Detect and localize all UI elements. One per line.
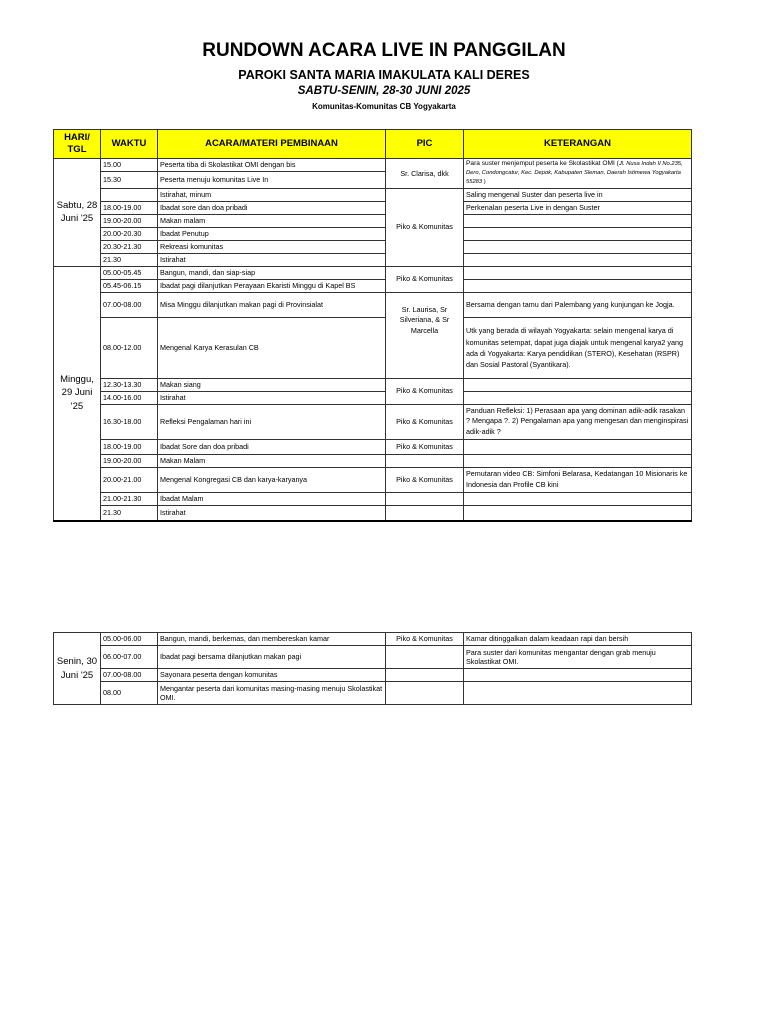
acara-cell: Bangun, mandi, berkemas, dan membereskan kamar xyxy=(158,633,386,646)
pic-cell: Piko & Komunitas xyxy=(386,440,464,455)
pic-cell: Piko & Komunitas xyxy=(386,468,464,493)
col-header-pic: PIC xyxy=(386,130,464,159)
acara-cell: Istirahat, minum xyxy=(158,188,386,201)
waktu-cell: 05.00-05.45 xyxy=(101,266,158,279)
waktu-cell: 19.00-20.00 xyxy=(101,214,158,227)
acara-cell: Istirahat xyxy=(158,253,386,266)
acara-cell: Refleksi Pengalaman hari ini xyxy=(158,404,386,439)
pic-cell: Sr. Clarisa, dkk xyxy=(386,159,464,189)
keterangan-cell: Kamar ditinggalkan dalam keadaan rapi dan bersih xyxy=(464,633,692,646)
waktu-cell: 05.45-06.15 xyxy=(101,279,158,292)
waktu-cell: 20.30-21.30 xyxy=(101,240,158,253)
table-row xyxy=(54,188,692,201)
acara-cell: Mengantar peserta dari komunitas masing-masing menuju Skolastikat OMI. xyxy=(158,682,386,705)
pic-cell xyxy=(386,682,464,705)
day-cell-sabtu: Sabtu, 28 Juni '25 xyxy=(54,159,101,267)
acara-cell: Ibadat Sore dan doa pribadi xyxy=(158,440,386,455)
waktu-cell: 15.00 xyxy=(101,159,158,172)
keterangan-address: Jl. Nusa Indah II No.235, Dero, Condongcatur, Kec. Depok, Kabupaten Sleman, Daerah Istimewa Yogyakarta 55283 xyxy=(466,161,683,185)
table-row xyxy=(54,468,692,493)
waktu-cell: 05.00-06.00 xyxy=(101,633,158,646)
waktu-cell: 15.30 xyxy=(101,172,158,188)
table-row xyxy=(54,455,692,468)
keterangan-cell xyxy=(464,159,692,189)
keterangan-cell xyxy=(464,227,692,240)
pic-cell: Sr. Laurisa, Sr Silveriana, & Sr Marcella xyxy=(386,292,464,378)
waktu-cell: 16.30-18.00 xyxy=(101,404,158,439)
waktu-cell: 21.30 xyxy=(101,253,158,266)
acara-cell: Ibadat pagi bersama dilanjutkan makan pagi xyxy=(158,646,386,669)
keterangan-cell: Para suster dari komunitas mengantar dengan grab menuju Skolastikat OMI. xyxy=(464,646,692,669)
keterangan-text: Para suster menjemput peserta ke Skolastikat OMI ( xyxy=(466,160,619,167)
acara-cell: Mengenal Kongregasi CB dan karya-karyanya xyxy=(158,468,386,493)
page-subtitle: PAROKI SANTA MARIA IMAKULATA KALI DERES xyxy=(238,68,530,82)
page-title: RUNDOWN ACARA LIVE IN PANGGILAN xyxy=(202,40,566,61)
keterangan-cell xyxy=(464,279,692,292)
table-row xyxy=(54,682,692,705)
table-row xyxy=(54,317,692,378)
keterangan-cell: Saling mengenal Suster dan peserta live in xyxy=(464,188,692,201)
waktu-cell: 18.00-19.00 xyxy=(101,201,158,214)
table-row xyxy=(54,227,692,240)
table-row xyxy=(54,253,692,266)
keterangan-cell xyxy=(464,682,692,705)
waktu-cell: 18.00-19.00 xyxy=(101,440,158,455)
acara-cell: Sayonara peserta dengan komunitas xyxy=(158,669,386,682)
keterangan-cell xyxy=(464,391,692,404)
keterangan-text-end: ) xyxy=(482,178,486,185)
waktu-cell: 07.00-08.00 xyxy=(101,669,158,682)
pic-cell xyxy=(386,669,464,682)
waktu-cell: 20.00-21.00 xyxy=(101,468,158,493)
table-row xyxy=(54,391,692,404)
keterangan-cell: Panduan Refleksi: 1) Perasaan apa yang dominan adik-adik rasakan ? Mengapa ?. 2) Pengalaman apa yang mengesan dan menginspirasi adik-adik ? xyxy=(464,404,692,439)
acara-cell: Ibadat Penutup xyxy=(158,227,386,240)
acara-cell: Ibadat pagi dilanjutkan Perayaan Ekaristi Minggu di Kapel BS xyxy=(158,279,386,292)
keterangan-cell xyxy=(464,253,692,266)
pic-cell xyxy=(386,646,464,669)
acara-cell: Rekreasi komunitas xyxy=(158,240,386,253)
table-row xyxy=(54,378,692,391)
col-header-waktu: WAKTU xyxy=(101,130,158,159)
waktu-cell: 14.00-16.00 xyxy=(101,391,158,404)
pic-cell: Piko & Komunitas xyxy=(386,404,464,439)
pic-cell: Piko & Komunitas xyxy=(386,188,464,266)
keterangan-cell: Bersama dengan tamu dari Palembang yang kunjungan ke Jogja. xyxy=(464,292,692,317)
table-row xyxy=(54,292,692,317)
col-header-hari: HARI/ TGL xyxy=(54,130,101,159)
keterangan-cell xyxy=(464,378,692,391)
table-row xyxy=(54,493,692,506)
pic-cell: Piko & Komunitas xyxy=(386,266,464,292)
schedule-table-main xyxy=(53,129,692,522)
table-row xyxy=(54,404,692,439)
acara-cell: Peserta tiba di Skolastikat OMI dengan bis xyxy=(158,159,386,172)
keterangan-cell: Perkenalan peserta Live in dengan Suster xyxy=(464,201,692,214)
col-header-keterangan: KETERANGAN xyxy=(464,130,692,159)
keterangan-cell: Utk yang berada di wilayah Yogyakarta: selain mengenal karya di komunitas setempat, dapat juga diajak untuk mengenal karya2 yang ada di Yogyakarta: Karya pendidikan (STERO), Kesehatan (RSPR) dan Sosial Pastoral (Syantikara). xyxy=(464,317,692,378)
pic-cell: Piko & Komunitas xyxy=(386,378,464,404)
table-row xyxy=(54,240,692,253)
keterangan-cell xyxy=(464,506,692,522)
table-row xyxy=(54,279,692,292)
schedule-table-senin xyxy=(53,632,692,705)
day-cell-minggu: Minggu, 29 Juni '25 xyxy=(54,266,101,521)
pic-cell: Piko & Komunitas xyxy=(386,633,464,646)
acara-cell: Ibadat sore dan doa pribadi xyxy=(158,201,386,214)
table-row xyxy=(54,506,692,522)
acara-cell: Mengenal Karya Kerasulan CB xyxy=(158,317,386,378)
keterangan-cell xyxy=(464,493,692,506)
acara-cell: Istirahat xyxy=(158,391,386,404)
keterangan-cell: Pemutaran video CB: Simfoni Belarasa, Kedatangan 10 Misionaris ke Indonesia dan Profile CB kini xyxy=(464,468,692,493)
acara-cell: Peserta menuju komunitas Live In xyxy=(158,172,386,188)
table-row xyxy=(54,214,692,227)
waktu-cell xyxy=(101,188,158,201)
keterangan-cell xyxy=(464,266,692,279)
table-row xyxy=(54,633,692,646)
table-row xyxy=(54,669,692,682)
event-dates: SABTU-SENIN, 28-30 JUNI 2025 xyxy=(297,85,471,97)
waktu-cell: 12.30-13.30 xyxy=(101,378,158,391)
table-row xyxy=(54,266,692,279)
organizer-line: Komunitas-Komunitas CB Yogyakarta xyxy=(312,102,456,111)
waktu-cell: 08.00 xyxy=(101,682,158,705)
keterangan-cell xyxy=(464,240,692,253)
waktu-cell: 06.00-07.00 xyxy=(101,646,158,669)
keterangan-cell xyxy=(464,455,692,468)
pic-cell xyxy=(386,455,464,468)
waktu-cell: 21.00-21.30 xyxy=(101,493,158,506)
table-row xyxy=(54,201,692,214)
keterangan-cell xyxy=(464,214,692,227)
waktu-cell: 19.00-20.00 xyxy=(101,455,158,468)
pic-cell xyxy=(386,493,464,506)
table-row xyxy=(54,646,692,669)
table-row xyxy=(54,440,692,455)
acara-cell: Ibadat Malam xyxy=(158,493,386,506)
acara-cell: Makan Malam xyxy=(158,455,386,468)
acara-cell: Makan malam xyxy=(158,214,386,227)
acara-cell: Makan siang xyxy=(158,378,386,391)
waktu-cell: 08.00-12.00 xyxy=(101,317,158,378)
col-header-acara: ACARA/MATERI PEMBINAAN xyxy=(158,130,386,159)
waktu-cell: 21.30 xyxy=(101,506,158,522)
acara-cell: Bangun, mandi, dan siap-siap xyxy=(158,266,386,279)
keterangan-cell xyxy=(464,440,692,455)
pic-cell xyxy=(386,506,464,522)
waktu-cell: 20.00-20.30 xyxy=(101,227,158,240)
day-cell-senin: Senin, 30 Juni '25 xyxy=(54,633,101,705)
keterangan-cell xyxy=(464,669,692,682)
table-header-row xyxy=(54,130,692,159)
table-row xyxy=(54,159,692,172)
acara-cell: Istirahat xyxy=(158,506,386,522)
waktu-cell: 07.00-08.00 xyxy=(101,292,158,317)
acara-cell: Misa Minggu dilanjutkan makan pagi di Provinsialat xyxy=(158,292,386,317)
